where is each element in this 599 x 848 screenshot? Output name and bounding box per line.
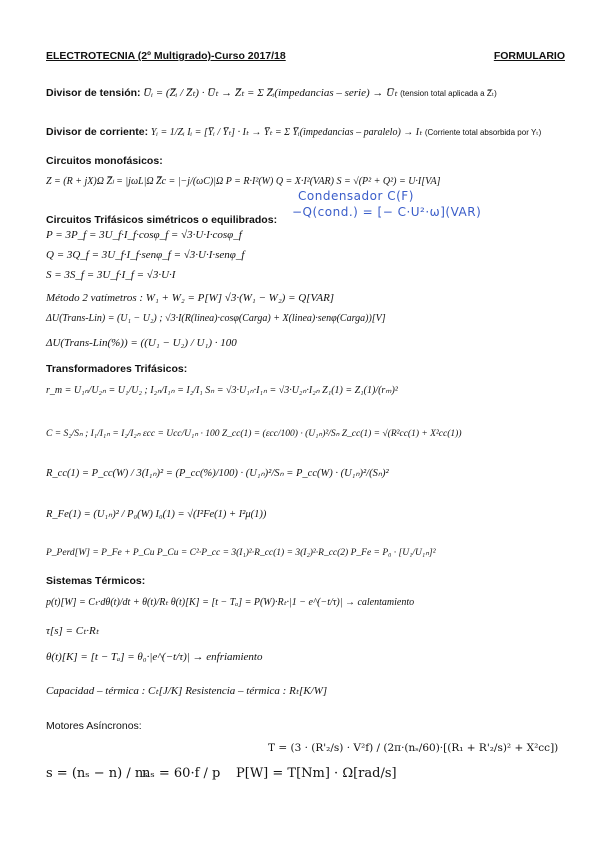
thermal-title: Sistemas Térmicos: [46, 575, 146, 587]
transformer-line-losses: P_Perd[W] = P_Fe + P_Cu P_Cu = C²·P_cc = 3(I₁)²·R_cc(1) = 3(I₂)²·R_cc(2) P_Fe = P₀ · [U₁/U₁ₙ]² [46, 548, 436, 558]
motor-power [236, 766, 397, 781]
transformer-line-load: C = S₂/Sₙ ; I₁/I₁ₙ = I₂/I₂ₙ εcc = Ucc/U₁ₙ · 100 Z_cc(1) = (εcc/100) · (U₁ₙ)²/Sₙ Z_cc(1) = √(R²cc(1) + X²cc(1)) [46, 429, 462, 439]
handwritten-capacitor-q: −Q(cond.) = [− C·U²·ω](VAR) [292, 205, 482, 219]
voltage-divider-note: (tension total aplicada a Z̅ₜ) [400, 89, 497, 98]
motor-slip-formula: s = (nₛ − n) / nₛ [46, 766, 148, 781]
single-phase-title: Circuitos monofásicos: [46, 155, 163, 167]
current-divider-note: (Corriente total absorbida por Yₜ) [424, 128, 542, 137]
transformer-line-rfe: R_Fe(1) = (U₁ₙ)² / P₀(W) I₀(1) = √(I²Fe(1) + I²μ(1)) [46, 509, 267, 520]
transformer-line-rcc: R_cc(1) = P_cc(W) / 3(I₁ₙ)² = (P_cc(%)/100) · (U₁ₙ)²/Sₙ = P_cc(W) · (U₁ₙ)²/(Sₙ)² [46, 468, 389, 479]
three-phase-line-wattmeters: Método 2 vatímetros : W₁ + W₂ = P[W] √3·(W₁ − W₂) = Q[VAR] [46, 292, 335, 304]
single-phase-formula: Z = (R + jX)Ω Z̅ₗ = |jωL|Ω Z̅c = |−j/(ωC)|Ω P = R·I²(W) Q = X·I²(VAR) S = √(P² + Q²) = U·I[VA] [46, 176, 441, 187]
thermal-line-capacity: Capacidad – térmica : Cₜ[J/K] Resistencia – térmica : Rₜ[K/W] [46, 685, 328, 697]
handwritten-capacitor: Condensador C(F) [298, 189, 414, 203]
thermal-line-heating: p(t)[W] = Cₜ·dθ(t)/dt + θ(t)/Rₜ θ(t)[K] = [t − Tₐ] = P(W)·Rₜ·|1 − e^(−t/τ)| → calentamiento [46, 597, 415, 608]
header-title: FORMULARIO [493, 50, 565, 62]
three-phase-line-p: P = 3P_f = 3U_f·I_f·cosφ_f = √3·U·I·cosφ_f [46, 229, 242, 241]
motor-speed [142, 766, 220, 781]
header-course: ELECTROTECNIA (2º Multigrado)-Curso 2017/18 [46, 50, 286, 62]
motor-speed-formula: nₛ = 60·f / p [142, 766, 221, 781]
three-phase-title: Circuitos Trifásicos simétricos o equilibrados: [46, 214, 278, 226]
thermal-line-tau: τ[s] = Cₜ·Rₜ [46, 625, 99, 637]
three-phase-line-voltage-drop: ΔU(Trans-Lin) = (U₁ − U₂) ; √3·I(R(linea)·cosφ(Carga) + X(linea)·senφ(Carga))[V] [46, 313, 386, 324]
three-phase-line-q: Q = 3Q_f = 3U_f·I_f·senφ_f = √3·U·I·senφ_f [46, 249, 245, 261]
motor-slip [46, 766, 148, 781]
voltage-divider-formula: U̅ᵢ = (Z̅ᵢ / Z̅ₜ) · U̅ₜ → Z̅ₜ = Σ Z̅ᵢ(impedancias – serie) → U̅ₜ [143, 87, 398, 99]
three-phase-line-s: S = 3S_f = 3U_f·I_f = √3·U·I [46, 269, 176, 281]
voltage-divider-line [46, 86, 497, 99]
current-divider-line [46, 126, 541, 138]
page-header [46, 50, 565, 62]
motors-title: Motores Asíncronos: [46, 720, 142, 732]
transformers-title: Transformadores Trifásicos: [46, 363, 188, 375]
motor-power-formula: P[W] = T[Nm] · Ω[rad/s] [236, 766, 397, 781]
current-divider-formula: Yᵢ = 1/Zᵢ Iᵢ = [Y̅ᵢ / Y̅ₜ] · Iₜ → Y̅ₜ = Σ Y̅ᵢ(impedancias – paralelo) → Iₜ [150, 127, 423, 138]
motor-torque [268, 742, 558, 754]
voltage-divider-label: Divisor de tensión: [46, 87, 141, 99]
three-phase-line-voltage-drop-pct: ΔU(Trans-Lin(%)) = ((U₁ − U₂) / U₁) · 100 [46, 337, 237, 349]
motor-torque-formula: T = (3 · (R'₂/s) · V²f) / (2π·(nₛ/60)·[(R₁ + R'₂/s)² + X²cc]) [268, 742, 559, 754]
transformer-line-ratio: r_m = U₁ₙ/U₂ₙ = U₁/U₂ ; I₂ₙ/I₁ₙ = I₂/I₁ Sₙ = √3·U₁ₙ·I₁ₙ = √3·U₂ₙ·I₂ₙ Z₁(1) = Z₁(1)/(rₘ)² [46, 385, 398, 396]
current-divider-label: Divisor de corriente: [46, 126, 149, 138]
thermal-line-cooling: θ(t)[K] = [t − Tₐ] = θ₀·|e^(−t/τ)| → enfriamiento [46, 651, 263, 663]
